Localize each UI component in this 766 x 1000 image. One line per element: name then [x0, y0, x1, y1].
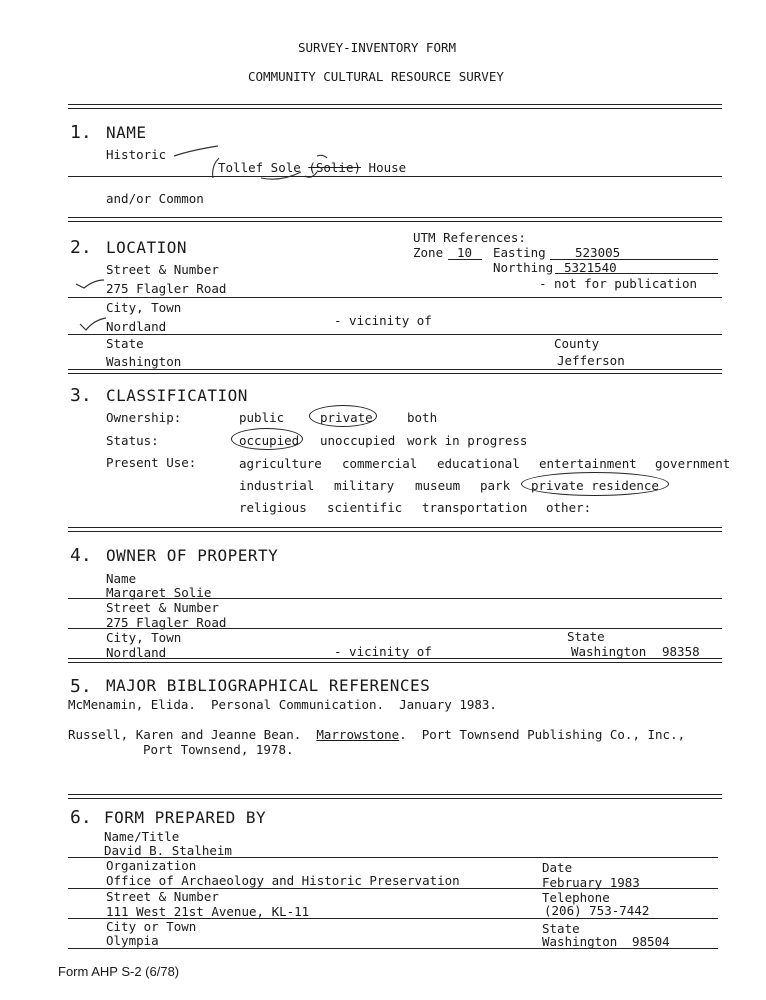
- historic-name-struck: (Solie): [308, 160, 362, 175]
- date-label: Date: [542, 860, 573, 875]
- utm-label: UTM References:: [413, 230, 526, 245]
- section-number: 2.: [70, 237, 92, 258]
- preparer-street-label: Street & Number: [106, 889, 219, 904]
- section-number: 4.: [70, 545, 92, 566]
- section-title: MAJOR BIBLIOGRAPHICAL REFERENCES: [106, 676, 431, 695]
- selection-circle: [231, 428, 303, 450]
- use-option: agriculture: [239, 456, 322, 471]
- zone-value: 10: [457, 245, 473, 260]
- northing-value: 5321540: [564, 260, 617, 275]
- owner-state-label: State: [567, 629, 605, 644]
- checkmark-icon: [74, 278, 108, 292]
- field-line: [68, 948, 718, 949]
- preparer-zip-value: 98504: [632, 934, 670, 949]
- section-title: OWNER OF PROPERTY: [106, 546, 279, 565]
- historic-name-part: House: [368, 160, 407, 175]
- owner-street-label: Street & Number: [106, 600, 219, 615]
- selection-circle: [521, 472, 669, 496]
- use-option: museum: [415, 478, 461, 493]
- owner-zip-value: 98358: [662, 644, 700, 659]
- preparer-state-value: Washington: [542, 934, 618, 949]
- field-line: [555, 273, 718, 274]
- preparer-state-label: State: [542, 921, 580, 936]
- divider: [68, 794, 722, 799]
- use-option: industrial: [239, 478, 315, 493]
- not-for-publication: - not for publication: [539, 276, 698, 291]
- use-option: other:: [546, 500, 592, 515]
- reference-2-cont: Port Townsend, 1978.: [143, 742, 294, 757]
- form-title: SURVEY-INVENTORY FORM: [298, 40, 457, 55]
- section-number: 5.: [70, 676, 92, 697]
- ownership-option-selected: private: [320, 410, 373, 425]
- use-option-selected: private residence: [531, 478, 659, 493]
- ownership-label: Ownership:: [106, 410, 182, 425]
- owner-city-label: City, Town: [106, 630, 182, 645]
- status-option-selected: occupied: [239, 433, 300, 448]
- divider: [68, 527, 722, 532]
- vicinity-of: - vicinity of: [334, 644, 432, 659]
- county-value: Jefferson: [557, 353, 625, 368]
- selection-circle: [309, 405, 377, 427]
- ownership-option: both: [407, 410, 438, 425]
- owner-name-label: Name: [106, 571, 137, 586]
- owner-name-value: Margaret Solie: [106, 585, 212, 600]
- section-number: 6.: [70, 807, 92, 828]
- survey-title: COMMUNITY CULTURAL RESOURCE SURVEY: [248, 69, 504, 84]
- street-label: Street & Number: [106, 262, 219, 277]
- field-line: [68, 334, 722, 335]
- reference-1: McMenamin, Elida. Personal Communication. January 1983.: [68, 697, 497, 712]
- organization-value: Office of Archaeology and Historic Preservation: [106, 873, 460, 888]
- state-label: State: [106, 336, 144, 351]
- preparer-city-value: Olympia: [106, 933, 159, 948]
- field-line: [448, 259, 482, 260]
- ref-publisher: . Port Townsend Publishing Co., Inc.,: [399, 727, 686, 742]
- telephone-value: (206) 753-7442: [544, 903, 650, 918]
- use-option: military: [334, 478, 395, 493]
- use-option: park: [480, 478, 511, 493]
- field-line: [68, 628, 722, 629]
- field-line: [68, 176, 722, 177]
- historic-label: Historic: [106, 147, 167, 162]
- common-label: and/or Common: [106, 191, 204, 206]
- field-line: [68, 297, 722, 298]
- easting-value: 523005: [575, 245, 621, 260]
- preparer-street-value: 111 West 21st Avenue, KL-11: [106, 904, 310, 919]
- use-option: transportation: [422, 500, 528, 515]
- checkmark-icon: [78, 316, 108, 332]
- field-line: [68, 598, 722, 599]
- handwritten-mark: [205, 148, 365, 184]
- divider: [68, 217, 722, 222]
- street-value: 275 Flagler Road: [106, 281, 227, 296]
- owner-city-value: Nordland: [106, 645, 167, 660]
- city-label: City, Town: [106, 300, 182, 315]
- preparer-city-label: City or Town: [106, 919, 197, 934]
- use-option: educational: [437, 456, 520, 471]
- preparer-name-value: David B. Stalheim: [104, 843, 232, 858]
- divider: [68, 104, 722, 109]
- section-title: LOCATION: [106, 238, 188, 257]
- use-option: commercial: [342, 456, 418, 471]
- section-title: CLASSIFICATION: [106, 386, 248, 405]
- northing-label: Northing: [493, 260, 554, 275]
- status-option: unoccupied: [320, 433, 396, 448]
- section-title: NAME: [106, 123, 147, 142]
- present-use-label: Present Use:: [106, 455, 197, 470]
- city-value: Nordland: [106, 319, 167, 334]
- telephone-label: Telephone: [542, 890, 610, 905]
- divider: [68, 369, 722, 374]
- status-label: Status:: [106, 433, 159, 448]
- vicinity-of: - vicinity of: [334, 313, 432, 328]
- use-option: religious: [239, 500, 307, 515]
- section-number: 1.: [70, 122, 92, 143]
- section-title: FORM PREPARED BY: [104, 808, 267, 827]
- status-option: work in progress: [407, 433, 528, 448]
- preparer-name-label: Name/Title: [104, 829, 180, 844]
- easting-label: Easting: [493, 245, 546, 260]
- county-label: County: [554, 336, 600, 351]
- zone-label: Zone: [413, 245, 444, 260]
- section-number: 3.: [70, 385, 92, 406]
- use-option: government: [655, 456, 731, 471]
- date-value: February 1983: [542, 875, 640, 890]
- divider: [68, 658, 722, 663]
- ownership-option: public: [239, 410, 285, 425]
- historic-name-part: Tollef Sole: [218, 160, 301, 175]
- form-id: Form AHP S-2 (6/78): [58, 964, 180, 979]
- use-option: entertainment: [539, 456, 637, 471]
- organization-label: Organization: [106, 858, 197, 873]
- reference-2: [68, 727, 685, 742]
- state-value: Washington: [106, 354, 182, 369]
- use-option: scientific: [327, 500, 403, 515]
- owner-street-value: 275 Flagler Road: [106, 615, 227, 630]
- ref-authors: Russell, Karen and Jeanne Bean.: [68, 727, 302, 742]
- ref-title: Marrowstone: [316, 727, 400, 742]
- owner-state-value: Washington: [571, 644, 647, 659]
